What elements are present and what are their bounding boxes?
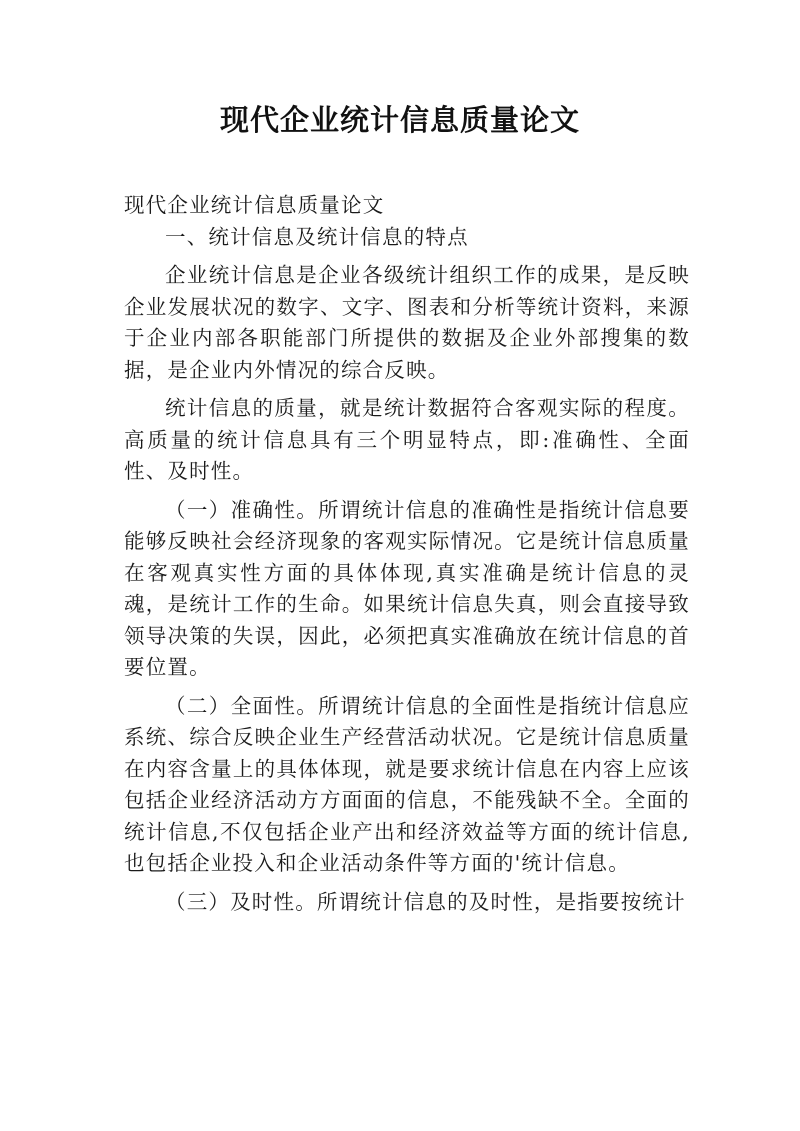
- document-title: 现代企业统计信息质量论文: [219, 103, 580, 137]
- paragraph: （三）及时性。所谓统计信息的及时性，是指要按统计: [165, 889, 686, 914]
- paragraph: （二）全面性。所谓统计信息的全面性是指统计信息应系统、综合反映企业生产经营活动状况。它是统计信息质量在内容含量上的具体体现，就是要求统计信息在内容上应该包括企业经济活动方方面面的信息，不能残缺不全。全面的统计信息,不仅包括企业产出和经济效益等方面的统计信息,也包括企业投入和企业活动条件等方面的'统计信息。: [124, 693, 690, 875]
- document-body: [124, 190, 690, 925]
- paragraph-heading: 现代企业统计信息质量论文: [124, 193, 385, 217]
- section-heading: 一、统计信息及统计信息的特点: [165, 224, 469, 249]
- paragraph: 企业统计信息是企业各级统计组织工作的成果，是反映企业发展状况的数字、文字、图表和分析等统计资料，来源于企业内部各职能部门所提供的数据及企业外部搜集的数据，是企业内外情况的综合反映。: [124, 263, 690, 382]
- paragraph: 统计信息的质量，就是统计数据符合客观实际的程度。高质量的统计信息具有三个明显特点，即:准确性、全面性、及时性。: [124, 396, 690, 483]
- paragraph: （一）准确性。所谓统计信息的准确性是指统计信息要能够反映社会经济现象的客观实际情况。它是统计信息质量在客观真实性方面的具体体现,真实准确是统计信息的灵魂，是统计工作的生命。如果统计信息失真，则会直接导致领导决策的失误，因此，必须把真实准确放在统计信息的首要位置。: [124, 497, 690, 679]
